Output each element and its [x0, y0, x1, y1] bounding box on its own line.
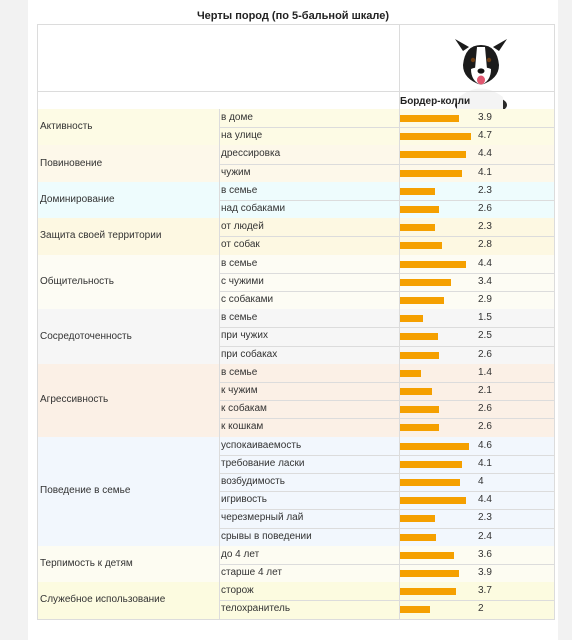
score-bar: [400, 170, 462, 177]
score-value: 2.4: [478, 530, 492, 542]
score-bar: [400, 261, 466, 268]
chart-title: Черты пород (по 5-бальной шкале): [196, 10, 390, 22]
score-value: 2.5: [478, 330, 492, 342]
score-value: 2.6: [478, 203, 492, 214]
sub-trait-label: с собаками: [221, 294, 274, 305]
breed-name: Бордер-колли: [400, 96, 471, 107]
sub-trait-label: от людей: [221, 221, 264, 233]
header-divider: [38, 91, 554, 92]
category-label: Общительность: [40, 275, 114, 287]
score-value: 4.6: [478, 439, 492, 451]
category-label: Агрессивность: [40, 394, 109, 406]
category-label: Активность: [40, 121, 93, 133]
score-value: 4.4: [478, 257, 492, 269]
score-bar: [400, 242, 442, 249]
score-bar: [400, 315, 423, 322]
score-value: 2.6: [478, 421, 492, 433]
score-bar: [400, 388, 432, 395]
row-divider: [219, 491, 554, 492]
score-bar: [400, 461, 462, 468]
sub-trait-label: до 4 лет: [221, 548, 260, 560]
score-bar: [400, 443, 469, 450]
sub-trait-label: при чужих: [221, 330, 268, 342]
sub-trait-label: над собаками: [221, 203, 286, 214]
score-bar: [400, 279, 451, 286]
sub-trait-label: дрессировка: [221, 148, 281, 160]
sub-trait-label: старше 4 лет: [221, 567, 282, 578]
row-divider: [219, 418, 554, 419]
sub-trait-label: при собаках: [221, 348, 278, 360]
score-bar: [400, 570, 459, 577]
row-divider: [219, 127, 554, 128]
category-band: [38, 255, 554, 310]
sub-trait-label: черезмерный лай: [221, 512, 304, 524]
column-divider: [219, 309, 220, 364]
row-divider: [219, 564, 554, 565]
category-label: Служебное использование: [40, 594, 166, 606]
score-bar: [400, 606, 430, 613]
breed-traits-card: [28, 0, 558, 640]
row-divider: [219, 346, 554, 347]
sub-trait-label: успокаиваемость: [221, 439, 302, 451]
sub-trait-label: в семье: [221, 312, 258, 324]
score-bar: [400, 333, 438, 340]
sub-trait-label: сторож: [221, 585, 254, 597]
sub-trait-label: возбудимость: [221, 476, 285, 487]
score-bar: [400, 224, 435, 231]
row-divider: [219, 291, 554, 292]
row-divider: [219, 600, 554, 601]
score-bar: [400, 552, 454, 559]
score-value: 3.7: [478, 585, 492, 597]
sub-trait-label: игривость: [221, 494, 267, 506]
score-value: 2.3: [478, 221, 492, 233]
sub-trait-label: к чужим: [221, 385, 258, 396]
score-bar: [400, 115, 459, 122]
sub-trait-label: в семье: [221, 184, 258, 196]
row-divider: [219, 509, 554, 510]
score-value: 3.9: [478, 567, 492, 578]
score-value: 2.8: [478, 239, 492, 251]
score-bar: [400, 479, 460, 486]
score-value: 4.4: [478, 148, 492, 160]
row-divider: [219, 382, 554, 383]
score-value: 3.9: [478, 112, 492, 123]
score-bar: [400, 151, 466, 158]
score-bar: [400, 352, 439, 359]
category-label: Поведение в семье: [40, 485, 131, 497]
score-value: 2.1: [478, 385, 492, 396]
sub-trait-label: к собакам: [221, 403, 267, 415]
sub-trait-label: телохранитель: [221, 603, 291, 615]
score-bar: [400, 534, 436, 541]
score-value: 1.4: [478, 366, 492, 378]
score-value: 2.6: [478, 403, 492, 415]
sub-trait-label: от собак: [221, 239, 260, 251]
sub-trait-label: требование ласки: [221, 457, 305, 469]
score-bar: [400, 370, 421, 377]
category-label: Сосредоточенность: [40, 330, 132, 342]
image-column-divider: [399, 25, 400, 109]
score-value: 2.6: [478, 348, 492, 360]
sub-trait-label: к кошкам: [221, 421, 264, 433]
score-value: 3.4: [478, 275, 492, 287]
sub-trait-label: с чужими: [221, 275, 264, 287]
sub-trait-label: срывы в поведении: [221, 530, 312, 542]
score-value: 4: [478, 476, 484, 487]
category-label: Терпимость к детям: [40, 558, 133, 569]
sub-trait-label: в семье: [221, 366, 258, 378]
score-value: 3.6: [478, 548, 492, 560]
category-label: Защита своей территории: [40, 230, 162, 242]
category-label: Повиновение: [40, 157, 103, 169]
score-value: 4.1: [478, 457, 492, 469]
group-divider: [38, 619, 554, 620]
row-divider: [219, 327, 554, 328]
score-value: 4.1: [478, 166, 492, 178]
score-value: 4.4: [478, 494, 492, 506]
column-divider: [219, 255, 220, 310]
row-divider: [219, 164, 554, 165]
sub-trait-label: на улице: [221, 130, 263, 142]
row-divider: [219, 528, 554, 529]
score-bar: [400, 133, 471, 140]
row-divider: [219, 273, 554, 274]
row-divider: [219, 200, 554, 201]
category-label: Доминирование: [40, 194, 115, 205]
sub-trait-label: чужим: [221, 166, 251, 178]
score-value: 2.9: [478, 294, 492, 305]
score-value: 2: [478, 603, 484, 615]
score-bar: [400, 424, 439, 431]
score-bar: [400, 515, 435, 522]
score-bar: [400, 297, 444, 304]
score-bar: [400, 188, 435, 195]
row-divider: [219, 473, 554, 474]
score-value: 1.5: [478, 312, 492, 324]
score-bar: [400, 406, 439, 413]
score-bar: [400, 588, 456, 595]
sub-trait-label: в доме: [221, 112, 253, 123]
score-value: 2.3: [478, 184, 492, 196]
score-value: 2.3: [478, 512, 492, 524]
row-divider: [219, 236, 554, 237]
traits-table: [37, 24, 555, 620]
sub-trait-label: в семье: [221, 257, 258, 269]
score-bar: [400, 206, 439, 213]
row-divider: [219, 400, 554, 401]
score-value: 4.7: [478, 130, 492, 142]
score-bar: [400, 497, 466, 504]
row-divider: [219, 455, 554, 456]
